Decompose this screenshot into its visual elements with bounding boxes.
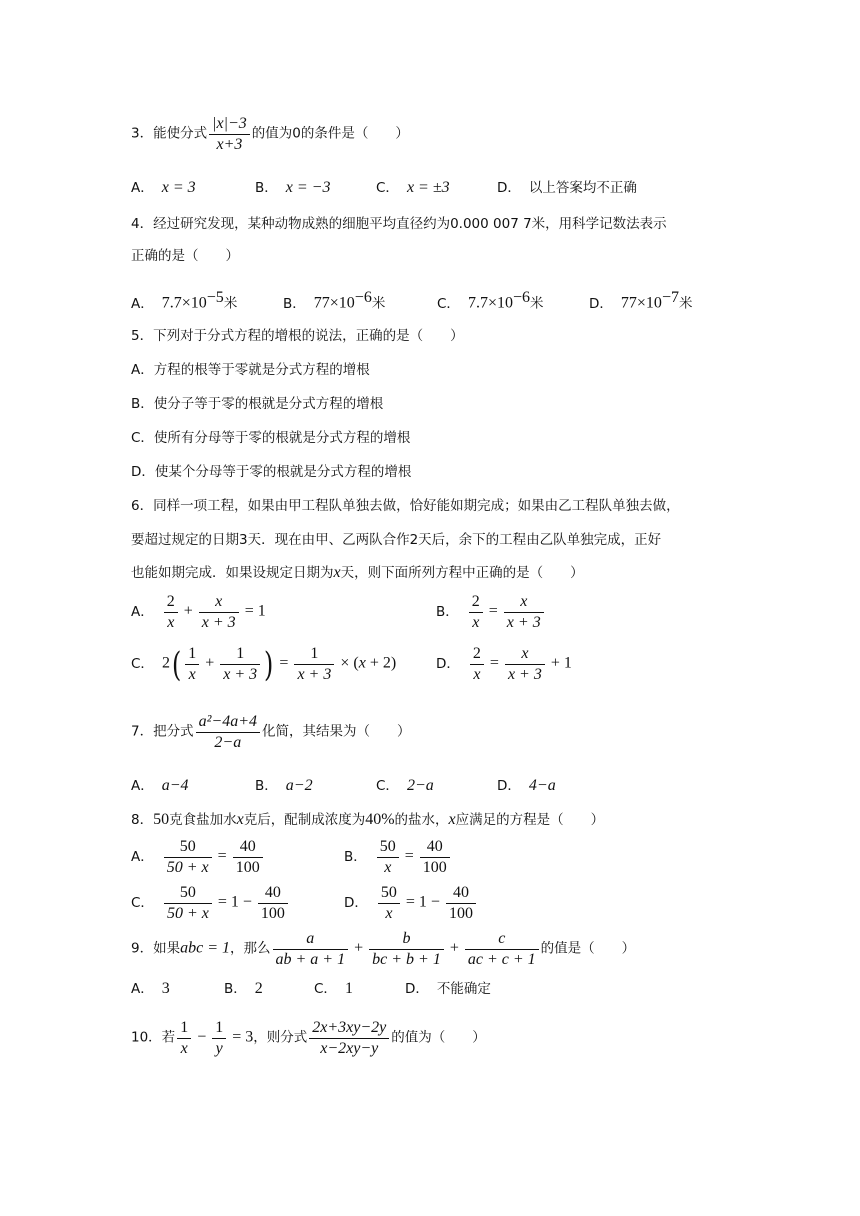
q8-stem: 8．50克食盐加水x克后，配制成浓度为40%的盐水，x应满足的方程是（ ）	[131, 811, 605, 828]
q9-option-d[interactable]: D． 不能确定	[405, 981, 491, 997]
q8-option-c[interactable]: C． $\frac{50}{50 + x}$ = 1 − $\frac{40}{100}$	[131, 883, 290, 924]
q7-option-c[interactable]: C． 2−a	[376, 777, 434, 794]
q9-option-c[interactable]: C． 1	[314, 980, 353, 997]
q5-option-c[interactable]: C．使所有分母等于零的根就是分式方程的增根	[131, 430, 411, 446]
q3-option-b[interactable]: B． x = −3	[255, 179, 331, 196]
q6-line-3: 也能如期完成．如果设规定日期为x天，则下面所列方程中正确的是（ ）	[131, 564, 584, 581]
question-9: 9．如果abc = 1，那么 $\frac{a}{ab + a + 1}$ + $\frac{b}{bc + b + 1}$ + $\frac{c}{ac + c + 1}$ 的值是（ ）	[131, 930, 636, 968]
q6-option-c[interactable]: C． 2( $\frac{1}{x}$ + $\frac{1}{x + 3}$ ) = $\frac{1}{x + 3}$ × (x + 2)	[131, 644, 397, 685]
q4-option-d[interactable]: D． $77\times 10^{-7}$米	[589, 289, 693, 312]
q8-option-a[interactable]: A． $\frac{50}{50 + x}$ = $\frac{40}{100}$	[131, 837, 265, 878]
question-7: 7．把分式 $\frac{\text{a²−4a+4}}{2-a}$ 化简，其结果为（ ）	[131, 713, 411, 751]
q5-option-a[interactable]: A．方程的根等于零就是分式方程的增根	[131, 362, 370, 378]
q4-option-b[interactable]: B． $77\times 10^{-6}$米	[283, 289, 386, 312]
q8-option-b[interactable]: B． $\frac{50}{x}$ = $\frac{40}{100}$	[344, 837, 452, 878]
q4-line-1: 4．经过研究发现，某种动物成熟的细胞平均直径约为0.000 007 7米，用科学记数法表示	[131, 216, 667, 232]
q6-line-2: 要超过规定的日期3天．现在由甲、乙两队合作2天后，余下的工程由乙队单独完成，正好	[131, 532, 662, 548]
q7-option-b[interactable]: B． a−2	[255, 777, 313, 794]
q10-fraction: $\frac{2x+3xy-2y}{x-2xy-y}$	[309, 1018, 389, 1059]
q3-option-c[interactable]: C． x = ±3	[376, 179, 450, 196]
q3-option-a[interactable]: A． x = 3	[131, 179, 196, 196]
q8-option-d[interactable]: D． $\frac{50}{x}$ = 1 − $\frac{40}{100}$	[344, 883, 478, 924]
q5-stem: 5．下列对于分式方程的增根的说法，正确的是（ ）	[131, 328, 464, 344]
q6-option-b[interactable]: B． $\frac{2}{x}$ = $\frac{x}{x + 3}$	[436, 592, 546, 633]
q9-option-a[interactable]: A． 3	[131, 980, 170, 997]
q7-option-a[interactable]: A． a−4	[131, 777, 189, 794]
q3-fraction	[209, 114, 250, 155]
q4-line-2: 正确的是（ ）	[131, 248, 239, 264]
q3-option-d[interactable]: D． 以上答案均不正确	[497, 180, 637, 196]
q3-frac-den: x+3	[209, 134, 250, 155]
q3-suffix: 的值为0的条件是（ ）	[251, 125, 409, 142]
q5-option-d[interactable]: D．使某个分母等于零的根就是分式方程的增根	[131, 464, 412, 480]
q7-fraction: $\frac{\text{a²−4a+4}}{2-a}$	[196, 712, 260, 753]
q9-option-b[interactable]: B． 2	[224, 980, 263, 997]
question-3	[131, 114, 409, 155]
q4-option-c[interactable]: C． $7.7\times 10^{-6}$米	[437, 289, 544, 312]
question-10: 10．若 $\frac{1}{x}$ − $\frac{1}{y}$ = 3，则分式 $\frac{2x+3xy-2y}{x-2xy-y}$ 的值为（ ）	[131, 1019, 486, 1057]
q3-prefix: 3．能使分式	[131, 125, 208, 142]
q4-option-a[interactable]: A． $7.7\times 10^{-5}$米	[131, 289, 238, 312]
q6-option-d[interactable]: D． $\frac{2}{x}$ = $\frac{x}{x + 3}$ + 1	[436, 645, 572, 683]
q6-line-1: 6．同样一项工程，如果由甲工程队单独去做，恰好能如期完成；如果由乙工程队单独去做，	[131, 498, 680, 514]
q3-frac-num: |x|−3	[212, 115, 247, 132]
q7-option-d[interactable]: D． 4−a	[497, 777, 556, 794]
q6-option-a[interactable]: A． $\frac{2}{x}$ + $\frac{x}{x + 3}$ = 1	[131, 593, 266, 631]
q5-option-b[interactable]: B．使分子等于零的根就是分式方程的增根	[131, 396, 384, 412]
